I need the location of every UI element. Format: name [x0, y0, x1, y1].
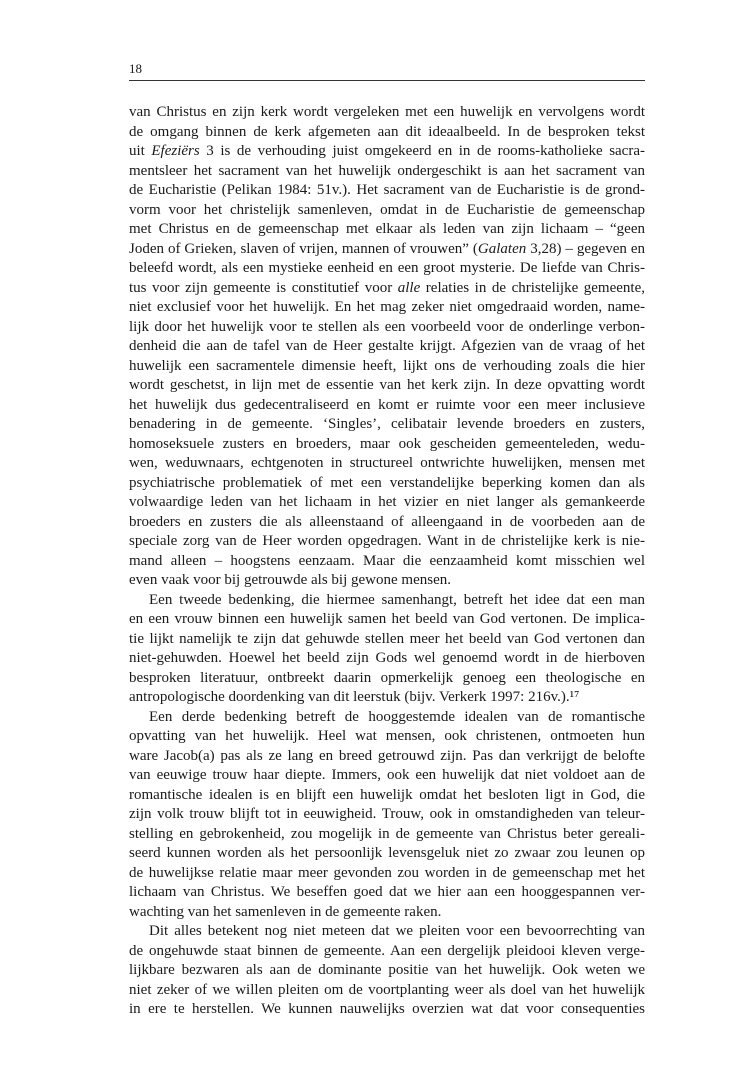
text-line: het huwelijk dus gedecentraliseerd en komt er ruimte voor een meer inclusieve: [129, 396, 645, 413]
text-line: opvatting van het huwelijk. Heel wat mensen, ook christenen, ontmoeten hun: [129, 728, 645, 744]
text-line: wen, weduwnaars, echtgenoten in structureel ontwrichte huwelijken, mensen met: [129, 455, 645, 471]
text-line: de omgang binnen de kerk afgemeten aan dit ideaalbeeld. In de besproken tekst: [129, 123, 645, 140]
text-line: in ere te herstellen. We kunnen nauwelijks overzien wat dat voor consequenties: [129, 1001, 645, 1017]
text-line: uit Efeziërs 3 is de verhouding juist omgekeerd en in de rooms-katholieke sacra-: [129, 143, 645, 159]
text-line: de ongehuwde staat binnen de gemeente. Aan een dergelijk pleidooi kleven verge-: [129, 942, 645, 959]
text-line: mentsleer het sacrament van het huwelijk ondergeschikt is aan het sacrament van: [129, 162, 645, 179]
text-line: seerd kunnen worden als het persoonlijk levensgeluk niet zo zwaar zou leunen op: [129, 845, 645, 861]
text-line: psychiatrische problematiek of met een verstandelijke beperking komen dan als: [129, 474, 645, 491]
paragraph: [129, 922, 645, 1020]
text-line: met Christus en de gemeenschap met elkaar als leden van zijn lichaam – “geen: [129, 221, 645, 237]
page-number: 18: [129, 61, 142, 76]
text-line: zijn volk trouw blijft tot in eeuwigheid. Trouw, ook in omstandigheden van teleur-: [129, 806, 645, 822]
text-line: Een derde bedenking betreft de hooggestemde idealen van de romantische: [149, 708, 645, 725]
text-line: denheid die aan de tafel van de Heer gestalte krijgt. Afgezien van de vraag of het: [129, 338, 645, 354]
text-line: Een tweede bedenking, die hiermee samenhangt, betreft het idee dat een man: [149, 591, 645, 608]
text-line: de huwelijkse relatie maar meer gevonden zou worden in de gemeenschap met het: [129, 864, 645, 881]
text-line: beleefd wordt, als een mystieke eenheid en een groot mysterie. De liefde van Chris-: [129, 260, 645, 276]
text-line: besproken literatuur, ontbreekt daarin opmerkelijk genoeg een theologische en: [129, 669, 645, 686]
text-line: speciale zorg van de Heer worden opgedragen. Want in de christelijke kerk is nie-: [129, 533, 645, 549]
text-line: lijk door het huwelijk voor te stellen als een voorbeeld voor de onderlinge verbon-: [129, 318, 645, 335]
paragraph: [129, 591, 645, 708]
text-line: broeders en zusters die als alleenstaand of alleengaand in de voorbeden aan de: [129, 513, 645, 530]
text-line: stelling en gebrokenheid, zou mogelijk in de gemeente van Christus beter gereali-: [129, 825, 645, 842]
text-line: Dit alles betekent nog niet meteen dat we pleiten voor een bevoorrechting van: [149, 923, 645, 939]
body-text: [129, 103, 645, 1020]
text-line: de Eucharistie (Pelikan 1984: 51v.). Het sacrament van de Eucharistie is de grond-: [129, 182, 645, 198]
text-line: even vaak voor bij getrouwde als bij gewone mensen.: [129, 572, 451, 588]
text-line: huwelijk een sacramentele dimensie heeft, lijkt ons de verhouding zoals die hier: [129, 357, 645, 374]
text-line: homoseksuele zusters en broeders, maar ook gescheiden gemeenteleden, wedu-: [129, 435, 645, 452]
text-line: romantische idealen is en blijft een huwelijk omdat het besloten ligt in God, die: [129, 786, 645, 803]
text-line: niet zeker of we willen pleiten om de voortplanting weer als doel van het huwelijk: [129, 981, 645, 998]
text-line: tus voor zijn gemeente is constitutief voor alle relaties in de christelijke gemeente,: [129, 279, 645, 296]
paragraph: [129, 103, 645, 591]
text-line: niet-gehuwden. Hoewel het beeld zijn Gods wel genoemd wordt in de hierboven: [129, 650, 645, 666]
text-line: van Christus en zijn kerk wordt vergeleken met een huwelijk en vervolgens wordt: [129, 104, 645, 120]
text-line: tie lijkt namelijk te zijn dat gehuwde stellen meer het beeld van God vertonen dan: [129, 630, 645, 647]
text-line: volwaardige leden van het lichaam in het vizier en niet langer als gemankeerde: [129, 494, 645, 510]
text-line: en een vrouw binnen een huwelijk samen het beeld van God vertonen. De implica-: [129, 611, 645, 627]
text-line: antropologische doordenking van dit leerstuk (bijv. Verkerk 1997: 216v.).¹⁷: [129, 689, 580, 705]
text-line: van eeuwige trouw haar diepte. Immers, ook een huwelijk dat niet voldoet aan de: [129, 767, 645, 783]
text-line: ware Jacob(a) pas als ze lang en breed getrouwd zijn. Pas dan verkrijgt de belofte: [129, 747, 645, 764]
header-rule: [129, 80, 645, 81]
text-line: wachting van het samenleven in de gemeente raken.: [129, 903, 442, 920]
text-line: niet exclusief voor het huwelijk. En het mag zeker niet omgedraaid worden, name-: [129, 299, 645, 315]
text-line: lijkbare bezwaren als aan de dominante positie van het huwelijk. Ook weten we: [129, 962, 645, 978]
text-line: vorm voor het christelijk samenleven, omdat in de Eucharistie de gemeenschap: [129, 201, 645, 218]
text-line: benadering in de gemeente. ‘Singles’, celibatair levende broeders en zusters,: [129, 416, 645, 432]
text-line: lichaam van Christus. We beseffen goed dat we hier aan een hooggespannen ver-: [129, 884, 645, 900]
text-line: wordt geschetst, in lijn met de essentie van het kerk zijn. In deze opvatting wordt: [129, 377, 645, 393]
paragraph: [129, 708, 645, 923]
text-line: mand alleen – hoogstens eenzaam. Maar die eenzaamheid komt misschien wel: [129, 552, 645, 569]
text-line: Joden of Grieken, slaven of vrijen, mannen of vrouwen” (Galaten 3,28) – gegeven en: [129, 240, 645, 257]
